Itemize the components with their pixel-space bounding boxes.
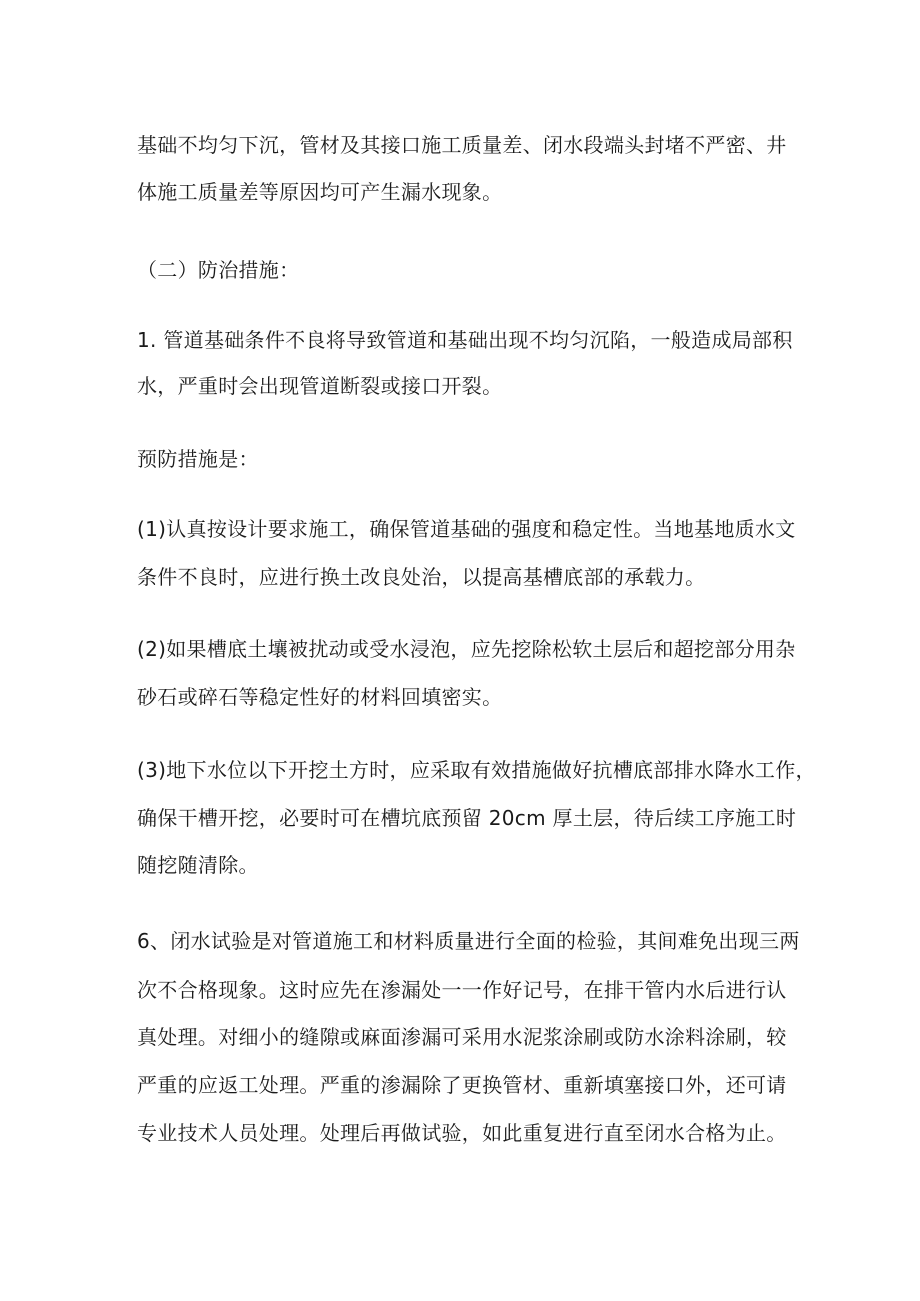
paragraph-line: (3)地下水位以下开挖土方时，应采取有效措施做好抗槽底部排水降水工作， <box>137 758 816 782</box>
paragraph-line: 1. 管道基础条件不良将导致管道和基础出现不均匀沉陷，一般造成局部积 <box>137 328 793 352</box>
paragraph-line: 6、闭水试验是对管道施工和材料质量进行全面的检验，其间难免出现三两 <box>137 929 800 953</box>
section-heading: （二）防治措施： <box>137 258 300 282</box>
paragraph-line: 专业技术人员处理。处理后再做试验，如此重复进行直至闭水合格为止。 <box>137 1121 787 1145</box>
paragraph-line: (1)认真按设计要求施工，确保管道基础的强度和稳定性。当地基地质水文 <box>137 517 796 541</box>
paragraph-line: 水，严重时会出现管道断裂或接口开裂。 <box>137 374 503 398</box>
paragraph-line: 条件不良时，应进行换土改良处治，以提高基槽底部的承载力。 <box>137 565 706 589</box>
paragraph-line: 砂石或碎石等稳定性好的材料回填密实。 <box>137 685 503 709</box>
paragraph-line: 次不合格现象。这时应先在渗漏处一一作好记号，在排干管内水后进行认 <box>137 978 787 1002</box>
paragraph-line: (2)如果槽底土壤被扰动或受水浸泡，应先挖除松软土层后和超挖部分用杂 <box>137 637 796 661</box>
paragraph-line: 严重的应返工处理。严重的渗漏除了更换管材、重新填塞接口外，还可请 <box>137 1073 787 1097</box>
paragraph-line: 随挖随清除。 <box>137 853 259 877</box>
paragraph-line: 基础不均匀下沉，管材及其接口施工质量差、闭水段端头封堵不严密、井 <box>137 133 787 157</box>
paragraph-line: 确保干槽开挖，必要时可在槽坑底预留 20cm 厚土层，待后续工序施工时 <box>137 806 797 830</box>
paragraph-line: 真处理。对细小的缝隙或麻面渗漏可采用水泥浆涂刷或防水涂料涂刷，较 <box>137 1025 787 1049</box>
paragraph-line: 预防措施是： <box>137 447 259 471</box>
paragraph-line: 体施工质量差等原因均可产生漏水现象。 <box>137 180 503 204</box>
